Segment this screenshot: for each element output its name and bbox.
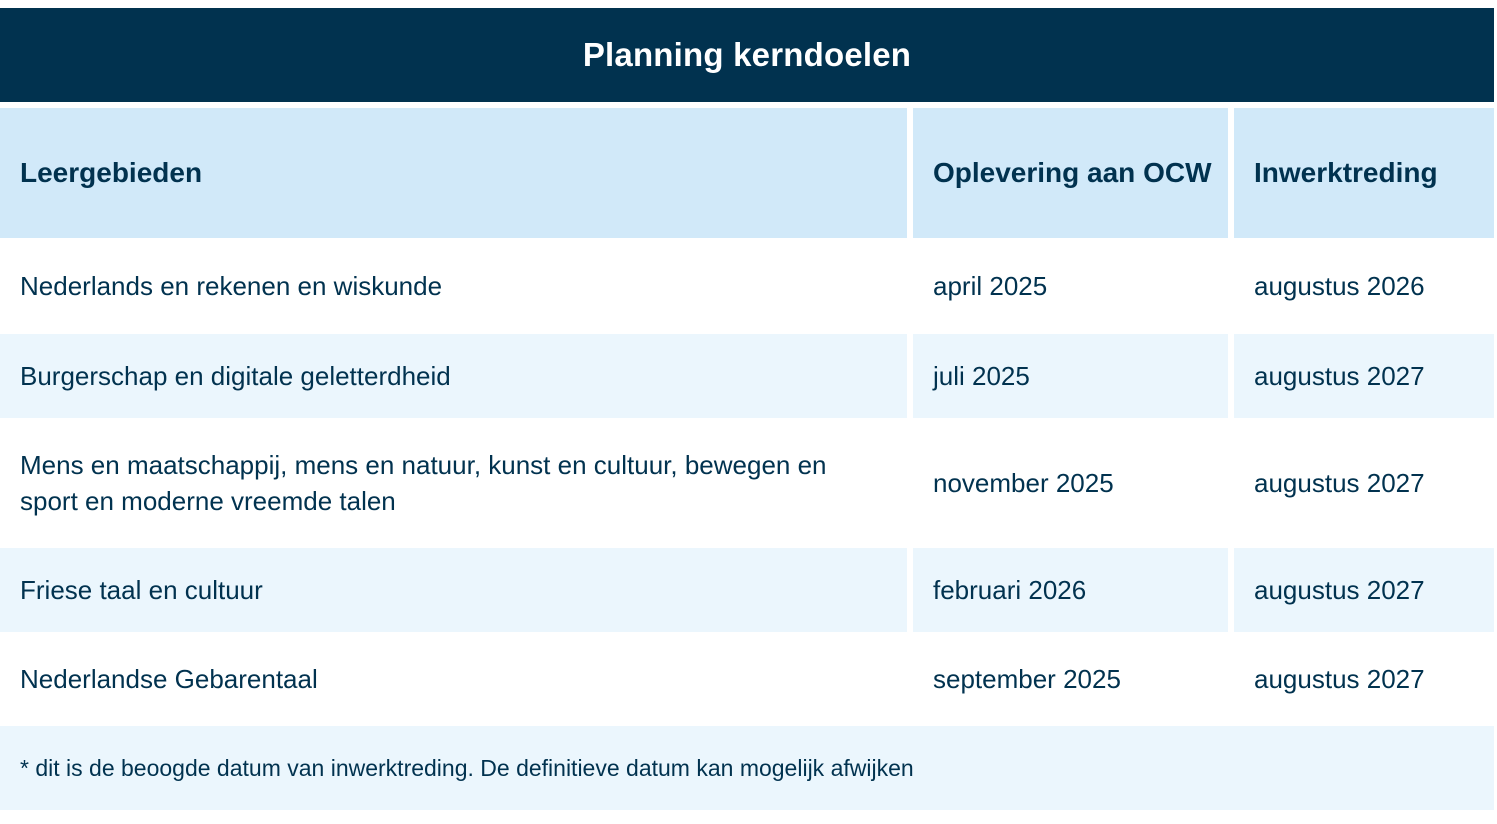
table-row <box>0 632 1494 726</box>
cell-oplevering: september 2025 <box>913 632 1228 726</box>
cell-oplevering: april 2025 <box>913 238 1228 334</box>
table-row <box>0 238 1494 334</box>
cell-leergebied <box>0 418 907 548</box>
cell-leergebied-text: Mens en maatschappij, mens en natuur, kunst en cultuur, bewegen en sport en moderne vreemde talen <box>20 450 827 516</box>
column-header-inwerktreding: Inwerktreding <box>1234 108 1494 238</box>
cell-oplevering: juli 2025 <box>913 334 1228 418</box>
table-title: Planning kerndoelen <box>0 8 1494 102</box>
table-row <box>0 334 1494 418</box>
table-row <box>0 418 1494 548</box>
cell-leergebied: Nederlandse Gebarentaal <box>0 632 907 726</box>
cell-oplevering: februari 2026 <box>913 548 1228 632</box>
cell-leergebied: Nederlands en rekenen en wiskunde <box>0 238 907 334</box>
column-header-oplevering: Oplevering aan OCW <box>913 108 1228 238</box>
cell-inwerktreding: augustus 2027 <box>1234 334 1494 418</box>
cell-leergebied: Burgerschap en digitale geletterdheid <box>0 334 907 418</box>
cell-inwerktreding: augustus 2027 <box>1234 548 1494 632</box>
cell-leergebied: Friese taal en cultuur <box>0 548 907 632</box>
planning-table <box>0 108 1494 810</box>
cell-inwerktreding: augustus 2027 <box>1234 418 1494 548</box>
cell-inwerktreding: augustus 2027 <box>1234 632 1494 726</box>
table-footnote: * dit is de beoogde datum van inwerktreding. De definitieve datum kan mogelijk afwijken <box>0 726 1494 810</box>
cell-oplevering: november 2025 <box>913 418 1228 548</box>
table-row <box>0 548 1494 632</box>
planning-table-container <box>0 8 1494 810</box>
column-header-leergebieden: Leergebieden <box>0 108 907 238</box>
table-header-row <box>0 108 1494 238</box>
cell-inwerktreding: augustus 2026 <box>1234 238 1494 334</box>
